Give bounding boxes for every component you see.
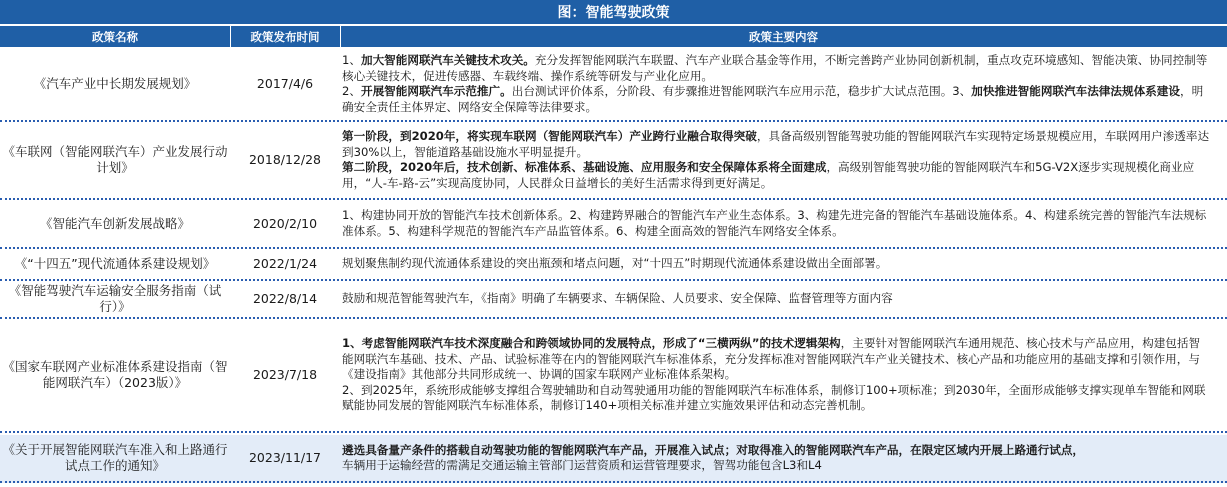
header-publish-date: 政策发布时间 (250, 29, 320, 44)
publish-date: 2022/1/24 (252, 256, 318, 271)
table-row (0, 281, 1227, 319)
publish-date: 2023/11/17 (248, 450, 322, 465)
policy-name: 《“十四五”现代流通体系建设规划》 (14, 256, 216, 271)
content-text: 出台测试评价体系，分阶段、有步骤推进智能网联汽车应用示范，稳步扩大试点范围。3、 (511, 84, 972, 98)
content-emphasis: 开展智能网联汽车示范推广。 (360, 84, 512, 98)
table-title: 图：智能驾驶政策 (0, 0, 1227, 24)
policy-name: 《汽车产业中长期发展规划》 (33, 76, 197, 91)
content-text: ，高级别智能驾驶功能的智能网联汽车和5G-V2X逐步实现规模化商业应用，“人-车-路-云”实现高度协同，人民群众日益增长的美好生活需求得到更好满足。 (342, 160, 1195, 190)
policy-content (342, 435, 1211, 481)
content-text: 规划聚焦制约现代流通体系建设的突出瓶颈和堵点问题，对“十四五”时期现代流通体系建设做出全面部署。 (342, 256, 888, 271)
policy-name: 《车联网（智能网联汽车）产业发展行动计划》 (2, 144, 228, 175)
content-emphasis: 遴选具备量产条件的搭载自动驾驶功能的智能网联汽车产品，开展准入试点；对取得准入的智能网联汽车产品，在限定区域内开展上路通行试点， (342, 442, 1085, 457)
policy-name: 《国家车联网产业标准体系建设指南（智能网联汽车）（2023版）》 (2, 359, 228, 390)
content-text: 充分发挥智能网联汽车联盟、汽车产业联合基金等作用，不断完善跨产业协同创新机制，重点攻克环境感知、智能决策、协同控制等核心关键技术，促进传感器、车载终端、操作系统等研发与产业化应用。 (342, 53, 1208, 83)
policy-content (342, 249, 1211, 279)
policy-name: 《关于开展智能网联汽车准入和上路通行试点工作的通知》 (2, 442, 228, 473)
publish-date: 2018/12/28 (248, 152, 322, 167)
table-row (0, 48, 1227, 122)
content-text: ，主要针对智能网联汽车通用规范、核心技术与产品应用，构建包括智能网联汽车基础、技术、产品、试验标准等在内的智能网联汽车标准体系，充分发挥标准对智能网联汽车产业关键技术、核心产品和功能应用的基础支撑和引领作用，与《建设指南》其他部分共同形成统一、协调的国家车联网产业标准体系架构。 (342, 336, 1201, 382)
content-text: 车辆用于运输经营的需满足交通运输主管部门运营资质和运营管理要求，智驾功能包含L3和L4 (342, 458, 822, 472)
table-row (0, 249, 1227, 281)
content-text: 1、构建协同开放的智能汽车技术创新体系。2、构建跨界融合的智能汽车产业生态体系。3、构建先进完备的智能汽车基础设施体系。4、构建系统完善的智能汽车法规标准体系。5、构建科学规范的智能汽车产品监管体系。6、构建全面高效的智能汽车网络安全体系。 (342, 208, 1207, 238)
policy-content (342, 48, 1211, 120)
publish-date: 2023/7/18 (252, 367, 318, 382)
content-emphasis: 1、考虑智能网联汽车技术深度融合和跨领域协同的发展特点，形成了“三横两纵”的技术逻辑架构 (342, 336, 841, 351)
content-text: 1、 (342, 53, 361, 67)
publish-date: 2022/8/14 (252, 291, 318, 306)
header-policy-name: 政策名称 (92, 29, 138, 44)
policy-content (342, 122, 1211, 198)
policy-content (342, 200, 1211, 247)
content-text: 2、 (342, 84, 361, 98)
policy-content (342, 281, 1211, 317)
publish-date: 2017/4/6 (256, 76, 314, 91)
header-divider (340, 26, 341, 47)
header-divider (230, 26, 231, 47)
content-emphasis: 加快推进智能网联汽车法律法规体系建设 (971, 84, 1180, 98)
publish-date: 2020/2/10 (252, 215, 318, 231)
table-row (0, 122, 1227, 200)
content-emphasis: 第一阶段，到2020年，将实现车联网（智能网联汽车）产业跨行业融合取得突破 (342, 129, 757, 143)
content-text: ，明确安全责任主体界定、网络安全保障等法律要求。 (342, 84, 1204, 114)
content-text: 2、到2025年，系统形成能够支撑组合驾驶辅助和自动驾驶通用功能的智能网联汽车标准体系，制修订100+项标准；到2030年，全面形成能够支撑实现单车智能和网联赋能协同发展的智能网联汽车标准体系，制修订140+项相关标准并建立实施效果评估和动态完善机制。 (342, 382, 1206, 413)
table-row (0, 200, 1227, 249)
policy-content (342, 319, 1211, 431)
content-text: ，具备高级别智能驾驶功能的智能网联汽车实现特定场景规模应用，车联网用户渗透率达到30%以上，智能道路基础设施水平明显提升。 (342, 129, 1210, 159)
table-row (0, 319, 1227, 433)
policy-name: 《智能汽车创新发展战略》 (39, 215, 190, 231)
table-row (0, 435, 1227, 483)
policy-name: 《智能驾驶汽车运输安全服务指南（试行）》 (8, 283, 222, 314)
content-emphasis: 第二阶段，2020年后，技术创新、标准体系、基础设施、应用服务和安全保障体系将全面建成 (342, 160, 827, 174)
table-header (0, 26, 1227, 47)
content-text: 鼓励和规范智能驾驶汽车，《指南》明确了车辆要求、车辆保险、人员要求、安全保障、监督管理等方面内容 (342, 291, 893, 306)
content-emphasis: 加大智能网联汽车关键技术攻关。 (360, 53, 535, 67)
header-policy-content: 政策主要内容 (749, 29, 818, 44)
